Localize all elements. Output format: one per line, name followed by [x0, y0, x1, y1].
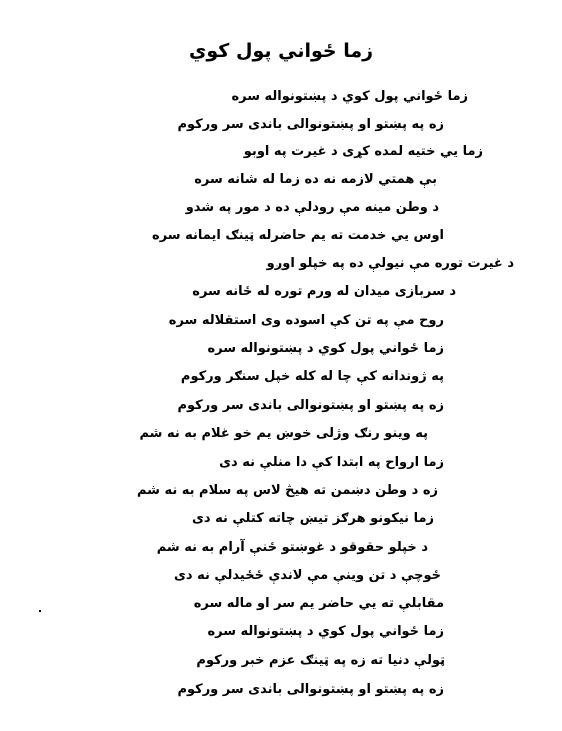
poem-line: د سربازی ميدان له ورم توره له ځانه سره	[192, 284, 456, 299]
poem-line: زما ارواح په ابتدا کې دا منلې نه دی	[219, 455, 444, 470]
poem-line: بې همتي لازمه نه ده زما له شانه سره	[194, 172, 437, 187]
poem-line: د خپلو حقوقو د غوښتو ځنې آرام به نه شم	[156, 540, 428, 555]
poem-line: روح مې په تن کې اسوده وی استقلاله سره	[168, 313, 444, 328]
poem-line: زه په پښتو او پښتونوالی باندی سر ورکوم	[177, 117, 444, 132]
poem-line: زه د وطن دښمن ته هيڅ لاس په سلام به نه شم	[136, 483, 438, 498]
poem-line: ځوچې د تن وينې مې لاندې ځځيدلې نه دی	[173, 568, 441, 583]
poem-line: زه په پښتو او پښتونوالی باندی سر ورکوم	[177, 682, 444, 697]
poem-line: زما يي ختيه لمده کړی د غيرت په اوبو	[243, 144, 483, 159]
poem-line: د غيرت توره مې نيولې ده په خپلو اوږو	[266, 256, 514, 271]
scan-speck	[39, 610, 41, 612]
poem-line: زما ځواني پول کوي د پښتونواله سره	[207, 624, 444, 639]
poem-line: زما ځواني پول کوي د پښتونواله سره	[231, 89, 468, 104]
poem-line: د وطن مينه مې رودلې ده د مور په شدو	[185, 200, 439, 215]
poem-line: زما ځواني پول کوي د پښتونواله سره	[207, 341, 444, 356]
poem-line: په وينو رنګ وژلی خوښ يم خو غلام به نه شم	[139, 426, 428, 441]
poem-line: زما نيکونو هرګز تيښ چاته کتلې نه دی	[191, 511, 434, 526]
poem-line: مقابلې ته يي حاضر يم سر او ماله سره	[193, 596, 444, 611]
poem-title: زما ځواني پول کوي	[188, 40, 374, 62]
poem-line: په ژوندانه کې چا له کله خپل سنګر ورکوم	[180, 369, 444, 384]
poem-line: اوس يي خدمت ته يم حاضرله ټينګ ايمانه سره	[152, 228, 444, 243]
poem-line: زه په پښتو او پښتونوالی باندی سر ورکوم	[177, 398, 444, 413]
poem-line: ټولې دنيا ته زه په ټينګ عزم خبر ورکوم	[196, 653, 445, 668]
